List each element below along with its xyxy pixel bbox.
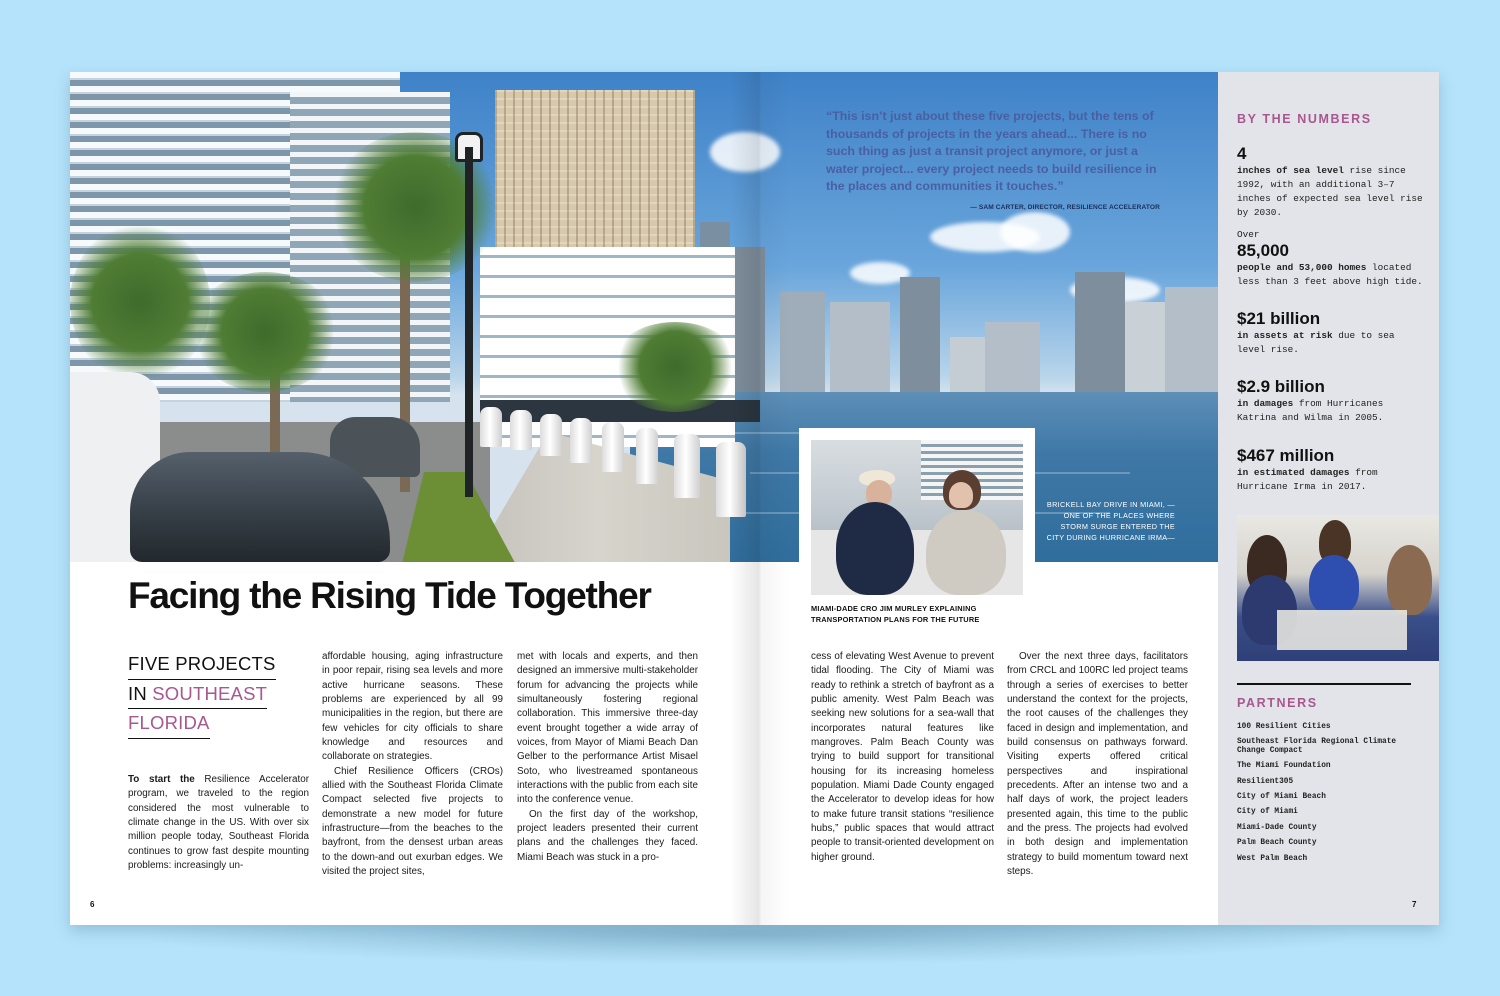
partner-item: Southeast Florida Regional Climate Change Compact	[1237, 738, 1397, 755]
partner-item: The Miami Foundation	[1237, 762, 1331, 771]
partner-item: Resilient305	[1237, 777, 1294, 786]
body-column-3: met with locals and experts, and then designed an immersive multi-stakeholder forum for advancing the projects while simultaneously fostering regional collaboration. This immersive three-day event brought together a wide array of voices, from Mayor of Miami Beach Dan Gelber to the performance Artist Misael Soto, who livestreamed spontaneous interactions with the public from each site into the conference venue. On the first day of the workshop, project leaders presented their current plans and the challenges they faced. Miami Beach was stuck in a pro-	[517, 651, 698, 863]
lead-in: To start the	[128, 774, 195, 785]
parked-car	[130, 452, 390, 562]
partner-item: City of Miami	[1237, 808, 1298, 817]
subhead-line-1: FIVE PROJECTS	[128, 650, 276, 680]
partner-item: Palm Beach County	[1237, 839, 1317, 848]
partner-item: 100 Resilient Cities	[1237, 723, 1331, 731]
stat-sea-level: 4 inches of sea level rise since 1992, with an additional 3–7 inches of expected sea level rise by 2030.	[1237, 144, 1423, 218]
partners-title: PARTNERS	[1237, 696, 1318, 710]
hero-photo-caption: BRICKELL BAY DRIVE IN MIAMI, —ONE OF THE PLACES WHERE STORM SURGE ENTERED THE CITY DURING HURRICANE IRMA—	[1046, 500, 1175, 542]
stat-katrina-wilma: $2.9 billion in damages from Hurricanes Katrina and Wilma in 2005.	[1237, 377, 1384, 423]
quote-attribution: — SAM CARTER, DIRECTOR, RESILIENCE ACCELERATOR	[970, 204, 1160, 211]
partners-list	[1237, 723, 1422, 870]
sidebar-divider	[1237, 683, 1411, 685]
subhead-line-3: FLORIDA	[128, 709, 210, 739]
by-the-numbers-sidebar	[1218, 72, 1439, 925]
page-number-left: 6	[90, 900, 95, 909]
body-column-2: affordable housing, aging infrastructure in poor repair, rising sea levels and more active hurricane seasons. These problems are experienced by all 99 municipalities in the region, but there are few vehicles for city officials to share knowledge and resources and collaborate on strategies. Chief Resilience Officers (CROs) allied with the Southeast Florida Climate Compact selected five projects to demonstrate a new model for future infrastructure—from the beaches to the bayfront, from the densest urban areas to the down-and out exurban edges. We visited the project sites,	[322, 651, 503, 878]
body-column-1: To start the Resilience Accelerator program, we traveled to the region considered the most vulnerable to climate change in the US. With over six million people today, Southeast Florida continues to grow fast despite mounting problems: increasingly un-	[128, 774, 309, 872]
pull-quote: “This isn’t just about these five projects, but the tens of thousands of projects in the years ahead... There is no such thing as just a transit project anymore, or just a water project... every project needs to build resilience in the places and communities it touches.”	[826, 109, 1157, 194]
stat-people-homes: Over 85,000 people and 53,000 homes located less than 3 feet above high tide.	[1237, 229, 1423, 287]
body-column-4: cess of elevating West Avenue to prevent tidal flooding. The City of Miami was ready to rethink a stretch of bayfront as a public amenity. West Palm Beach was seeking new solutions for a sea-wall that incorporates natural features like mangroves. Palm Beach County was trying to build support for transitional housing for its increasing homeless population. Miami Dade County engaged the Accelerator to develop ideas for how to make future transit stations “resilience hubs,” public spaces that would attract people to transit-oriented development on higher ground.	[811, 651, 994, 863]
body-column-5: Over the next three days, facilitators from CRCL and 100RC led project teams through a series of exercises to better understand the context for the projects, the root causes of the challenges they faced in design and implementation, and build consensus on pathways forward. Visiting experts offered critical perspectives and inspirational precedents. After an intense two and a half days of work, the project leaders presented again, this time to the public and the press. The projects had evolved in both design and implementation strategy to build momentum toward next steps.	[1007, 651, 1188, 878]
page-number-right: 7	[1412, 900, 1417, 909]
stat-assets-at-risk: $21 billion in assets at risk due to sea level rise.	[1237, 309, 1395, 355]
subhead-line-2: IN SOUTHEAST	[128, 680, 267, 710]
partner-item: West Palm Beach	[1237, 854, 1308, 863]
partner-item: Miami-Dade County	[1237, 823, 1317, 832]
inset-photo-cro-murley	[811, 440, 1023, 595]
section-subhead	[128, 650, 298, 739]
inset-photo-caption: MIAMI-DADE CRO JIM MURLEY EXPLAINING TRANSPORTATION PLANS FOR THE FUTURE	[811, 604, 980, 624]
sidebar-title: BY THE NUMBERS	[1237, 112, 1372, 126]
article-headline: Facing the Rising Tide Together	[128, 575, 651, 616]
partner-item: City of Miami Beach	[1237, 793, 1326, 802]
inset-photo-frame	[799, 428, 1035, 595]
magazine-spread	[70, 72, 1439, 925]
stat-irma: $467 million in estimated damages from Hurricane Irma in 2017.	[1237, 446, 1378, 492]
workshop-photo	[1237, 515, 1439, 661]
